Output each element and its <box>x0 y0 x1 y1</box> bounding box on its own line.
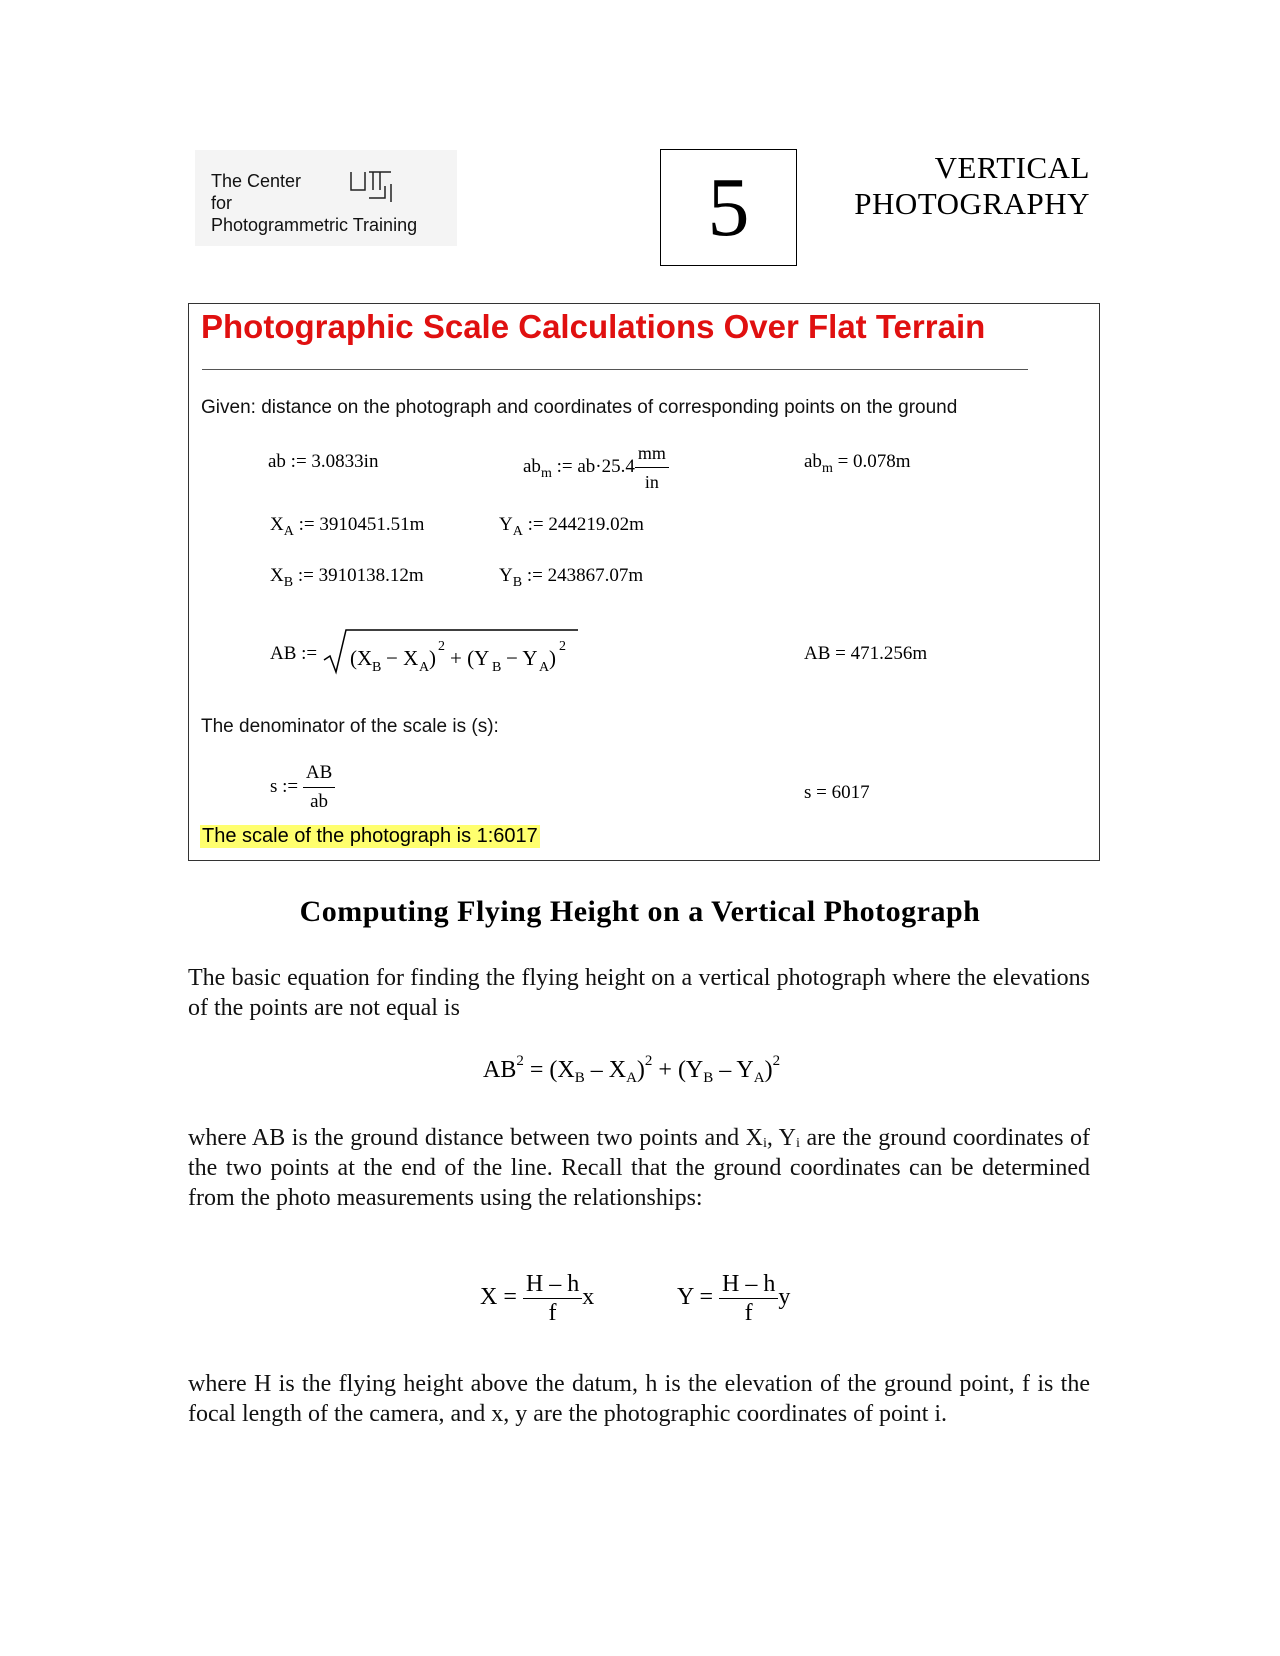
svg-text:− X: − X <box>386 646 419 670</box>
svg-text:): ) <box>549 646 556 670</box>
denominator-text: The denominator of the scale is (s): <box>201 716 499 737</box>
paragraph-3: where H is the flying height above the datum, h is the elevation of the ground point, f is the focal length of the camera, and x, y are the photographic coordinates of point i. <box>188 1371 1090 1427</box>
section-heading: Computing Flying Height on a Vertical Photograph <box>299 895 981 928</box>
ab-formula-lhs: AB := <box>270 643 318 664</box>
chapter-title-line-1: VERTICAL <box>934 150 1090 185</box>
x-relationship: X = $\frac{H - h}{f}$ x <box>480 1271 595 1326</box>
s-definition: s := $\frac{AB}{ab}$ <box>270 759 335 816</box>
xa-definition: $X_A$ := 3910451.51m <box>270 514 425 539</box>
svg-text:): ) <box>429 646 436 670</box>
ya-definition: $Y_A$ := 244219.02m <box>499 514 644 539</box>
chapter-number: 5 <box>707 161 750 254</box>
xb-definition: $X_B$ := 3910138.12m <box>270 565 424 590</box>
svg-text:2: 2 <box>438 639 445 654</box>
svg-text:B: B <box>492 660 502 675</box>
s-result: s = 6017 <box>804 782 870 803</box>
logo-line-1: The Center <box>211 171 302 191</box>
yb-definition: $Y_B$ := 243867.07m <box>499 565 644 590</box>
logo-mark-icon <box>347 168 403 208</box>
calc-box-title: Photographic Scale Calculations Over Flat Terrain <box>201 308 986 345</box>
logo-line-2: for <box>211 193 233 213</box>
logo <box>195 150 457 246</box>
chapter-title-line-2: PHOTOGRAPHY <box>854 186 1090 221</box>
svg-text:(X: (X <box>350 646 373 670</box>
svg-text:2: 2 <box>559 639 566 654</box>
abm-definition: $ab_m$ := ab·25.4 $\frac{mm}{in}$ <box>523 439 669 496</box>
given-text: Given: distance on the photograph and coordinates of corresponding points on the ground <box>201 397 958 418</box>
paragraph-2: where AB is the ground distance between two points and Xᵢ, Yᵢ are the ground coordinates of the two points at the end of the line. Recall that the ground coordinates can be determined from the photo measurements using the relationships: <box>188 1125 1090 1211</box>
ab-formula-radical <box>322 626 582 678</box>
chapter-title <box>800 150 1090 222</box>
svg-text:A: A <box>419 660 430 675</box>
svg-text:− Y: − Y <box>506 646 538 670</box>
ab-result: AB = 471.256m <box>804 643 928 664</box>
title-divider <box>202 369 1028 370</box>
scale-statement: The scale of the photograph is 1:6017 <box>202 825 538 847</box>
ab-squared-equation: $AB^2 = (X_B - X_A)^2 + (Y_B - Y_A)^2$ <box>483 1053 781 1086</box>
svg-text:+ (Y: + (Y <box>450 646 490 670</box>
logo-line-3: Photogrammetric Training <box>211 215 418 235</box>
paragraph-1: The basic equation for finding the flying height on a vertical photograph where the elevations of the points are not equal is <box>188 965 1090 1021</box>
y-relationship: Y = $\frac{H - h}{f}$ y <box>677 1271 791 1326</box>
abm-result: $ab_m = 0.078m$ <box>804 451 911 476</box>
svg-text:A: A <box>539 660 550 675</box>
svg-text:B: B <box>372 660 382 675</box>
chapter-number-box <box>660 149 797 266</box>
ab-definition: ab := 3.0833in <box>268 451 379 472</box>
